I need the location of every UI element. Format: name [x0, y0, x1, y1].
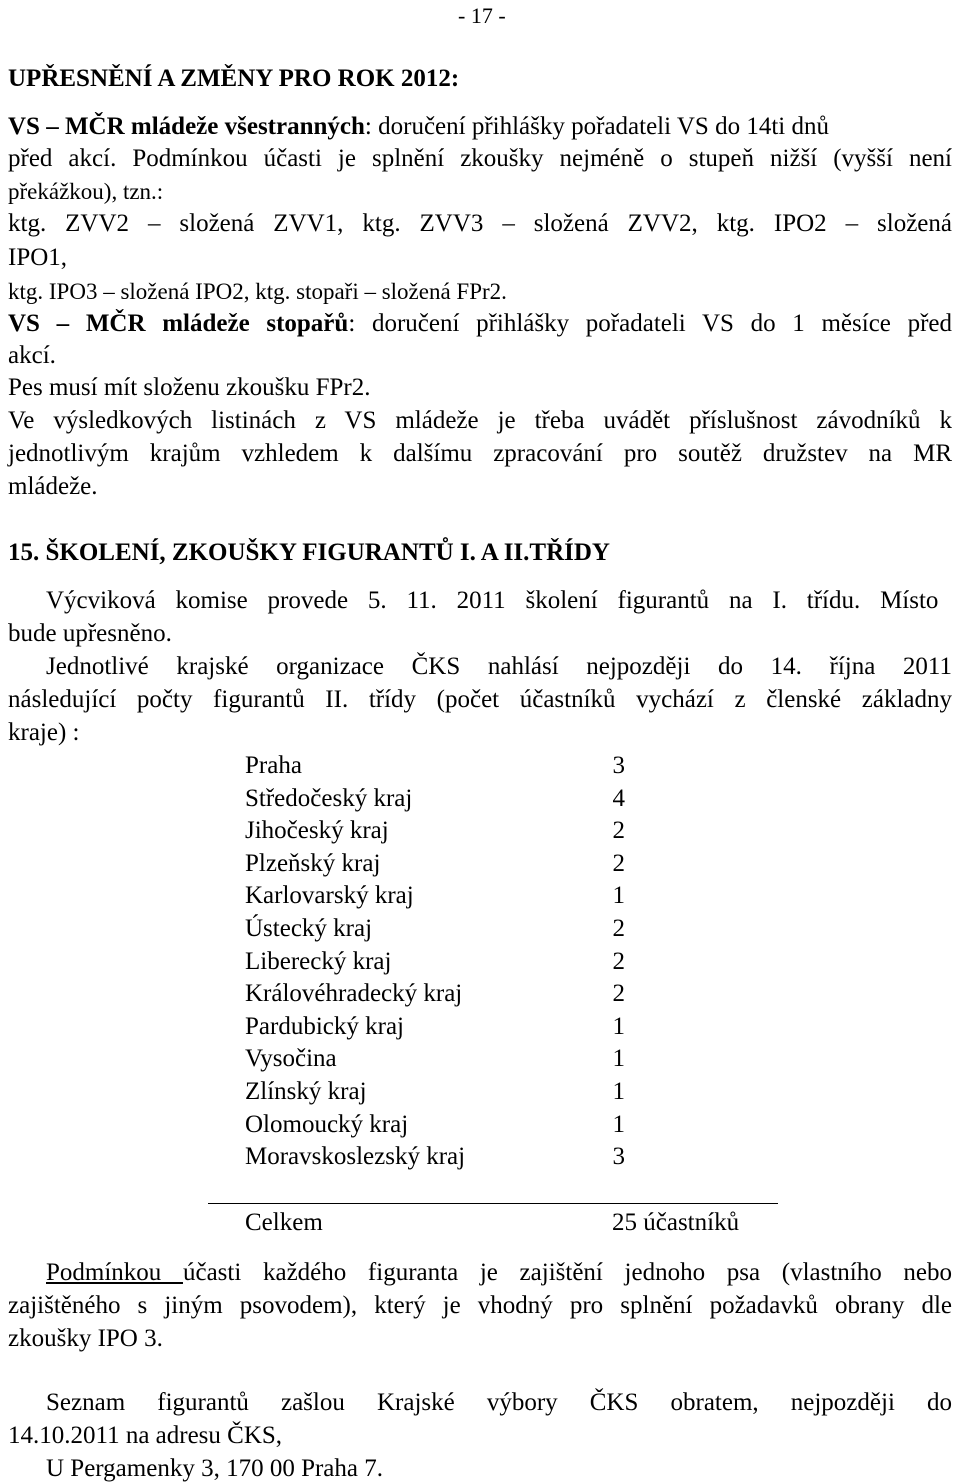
region-count: 2 [612, 947, 625, 975]
total-divider [208, 1203, 778, 1204]
region-name: Středočeský kraj [245, 784, 413, 812]
paragraph-line: bude upřesněno. [8, 620, 172, 647]
paragraph-line: ktg. ZVV2 – složená ZVV1, ktg. ZVV3 – složená ZVV2, ktg. IPO2 – složená [8, 210, 952, 237]
region-count: 3 [612, 752, 625, 779]
region-count: 2 [612, 817, 625, 845]
paragraph-line: následující počty figurantů II. třídy (počet účastníků vychází z členské základny [8, 686, 952, 713]
region-name: Pardubický kraj [245, 1012, 404, 1040]
region-count: 1 [612, 1012, 625, 1040]
region-name: Praha [245, 752, 302, 779]
paragraph-line: kraje) : [8, 719, 80, 746]
region-count: 4 [612, 784, 625, 812]
region-name: Plzeňský kraj [245, 849, 381, 877]
total-value: 25 účastníků [612, 1209, 740, 1236]
address-line: U Pergamenky 3, 170 00 Praha 7. [46, 1455, 383, 1482]
paragraph-line: VS – MČR mládeže stopařů: doručení přihlášky pořadateli VS do 1 měsíce před [8, 310, 952, 337]
region-name: Zlínský kraj [245, 1077, 367, 1105]
paragraph-line: zkoušky IPO 3. [8, 1325, 163, 1352]
paragraph-line: před akcí. Podmínkou účasti je splnění zkoušky nejméně o stupeň nižší (vyšší není [8, 145, 952, 172]
region-name: Moravskoslezský kraj [245, 1143, 466, 1171]
regions-table [245, 750, 625, 1174]
paragraph-line: akcí. [8, 342, 56, 369]
region-count: 3 [612, 1143, 625, 1171]
total-label: Celkem [245, 1209, 323, 1236]
region-row [245, 1043, 625, 1076]
paragraph-line: jednotlivým krajům vzhledem k dalšímu zpracování pro soutěž družstev na MR [8, 440, 952, 467]
paragraph-line: Seznam figurantů zašlou Krajské výbory ČKS obratem, nejpozději do [46, 1389, 952, 1416]
region-name: Karlovarský kraj [245, 882, 414, 910]
paragraph-line: překážkou), tzn.: [8, 179, 164, 204]
region-count: 2 [612, 980, 625, 1008]
region-row [245, 978, 625, 1011]
region-row [245, 1011, 625, 1044]
underlined-term: Podmínkou [46, 1259, 183, 1286]
region-name: Jihočeský kraj [245, 817, 389, 845]
paragraph-line: IPO1, [8, 244, 68, 271]
paragraph-line: 14.10.2011 na adresu ČKS, [8, 1422, 283, 1449]
region-name: Ústecký kraj [245, 914, 373, 942]
region-count: 2 [612, 849, 625, 877]
bold-term: VS – MČR mládeže stopařů [8, 310, 349, 337]
region-row [245, 848, 625, 881]
paragraph-line: mládeže. [8, 473, 98, 500]
region-row [245, 913, 625, 946]
page-number: - 17 - [458, 3, 506, 28]
region-name: Liberecký kraj [245, 947, 392, 975]
region-name: Olomoucký kraj [245, 1110, 409, 1138]
paragraph-line: Pes musí mít složenu zkoušku FPr2. [8, 374, 371, 401]
region-row [245, 783, 625, 816]
region-count: 1 [612, 1110, 625, 1138]
paragraph-line: zajištěného s jiným psovodem), který je vhodný pro splnění požadavků obrany dle [8, 1292, 952, 1319]
section-heading-changes: UPŘESNĚNÍ A ZMĚNY PRO ROK 2012: [8, 65, 460, 92]
region-count: 1 [612, 1077, 625, 1105]
paragraph-line: Podmínkou účasti každého figuranta je zajištění jednoho psa (vlastního nebo [46, 1259, 953, 1286]
region-row [245, 1141, 625, 1174]
section-heading-training: 15. ŠKOLENÍ, ZKOUŠKY FIGURANTŮ I. A II.TŘÍDY [8, 539, 610, 566]
paragraph-line: VS – MČR mládeže všestranných: doručení přihlášky pořadateli VS do 14ti dnů [8, 113, 829, 140]
region-row [245, 750, 625, 783]
region-row [245, 815, 625, 848]
region-count: 1 [612, 882, 625, 910]
region-count: 1 [612, 1045, 625, 1073]
region-name: Vysočina [245, 1045, 337, 1073]
bold-term: VS – MČR mládeže všestranných [8, 113, 365, 140]
region-row [245, 1076, 625, 1109]
region-row [245, 880, 625, 913]
region-name: Královéhradecký kraj [245, 980, 463, 1008]
paragraph-line: ktg. IPO3 – složená IPO2, ktg. stopaři – složená FPr2. [8, 279, 507, 304]
paragraph-line: Ve výsledkových listinách z VS mládeže je třeba uvádět příslušnost závodníků k [8, 407, 952, 434]
region-row [245, 1109, 625, 1142]
paragraph-line: Jednotlivé krajské organizace ČKS nahlásí nejpozději do 14. října 2011 [46, 653, 952, 680]
paragraph-line: Výcviková komise provede 5. 11. 2011 školení figurantů na I. třídu. Místo [46, 587, 939, 614]
region-row [245, 946, 625, 979]
region-count: 2 [612, 914, 625, 942]
